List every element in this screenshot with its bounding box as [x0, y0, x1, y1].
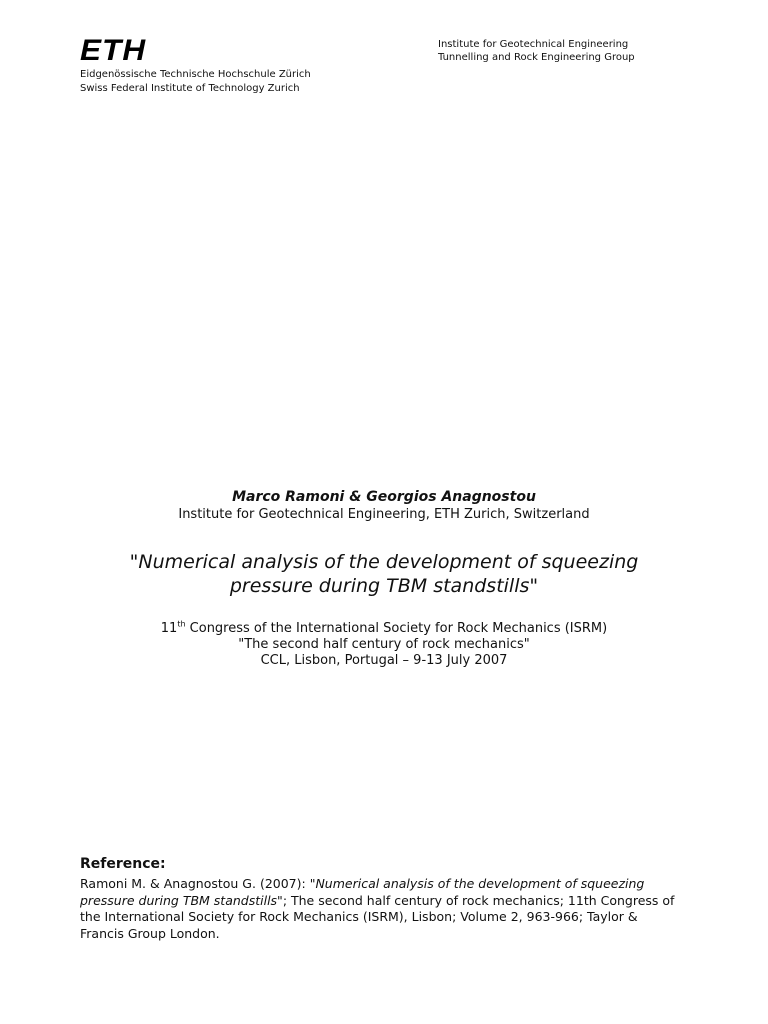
congress-location: CCL, Lisbon, Portugal – 9-13 July 2007 [260, 653, 508, 668]
congress-ordinal-suffix: th [177, 619, 186, 629]
paper-info [0, 488, 768, 669]
eth-logo: ETH [80, 34, 147, 67]
paper-title-line-1: "Numerical analysis of the development of squeezing [129, 551, 639, 573]
university-name-english: Swiss Federal Institute of Technology Zurich [80, 83, 300, 94]
paper-affiliation: Institute for Geotechnical Engineering, ETH Zurich, Switzerland [178, 507, 590, 522]
reference-title: "Numerical analysis of the development of squeezing pressure during TBM standstills" [80, 876, 645, 908]
reference-citation [80, 876, 680, 942]
congress-name [0, 621, 768, 637]
paper-title-line-2: pressure during TBM standstills" [229, 575, 539, 597]
university-name-german: Eidgenössische Technische Hochschule Zürich [80, 69, 311, 80]
reference-suffix: ; The second half century of rock mechanics; 11th Congress of the International Society for Rock Mechanics (ISRM), Lisbon; Volume 2, 963-966; Taylor & Francis Group London. [80, 892, 675, 941]
congress-number: 11 [160, 621, 178, 636]
reference-section [80, 854, 680, 942]
institute-name: Institute for Geotechnical Engineering [438, 39, 629, 50]
eth-logo-block [80, 36, 360, 96]
institute-header [438, 38, 738, 64]
congress-subtitle: "The second half century of rock mechanics" [238, 637, 530, 652]
paper-authors: Marco Ramoni & Georgios Anagnostou [232, 489, 536, 505]
paper-title [0, 550, 768, 598]
reference-prefix: Ramoni M. & Anagnostou G. (2007): [80, 876, 310, 891]
congress-name-rest: Congress of the International Society for Rock Mechanics (ISRM) [185, 621, 608, 636]
congress-info [0, 621, 768, 669]
reference-heading: Reference: [80, 856, 166, 872]
group-name: Tunnelling and Rock Engineering Group [438, 52, 635, 63]
